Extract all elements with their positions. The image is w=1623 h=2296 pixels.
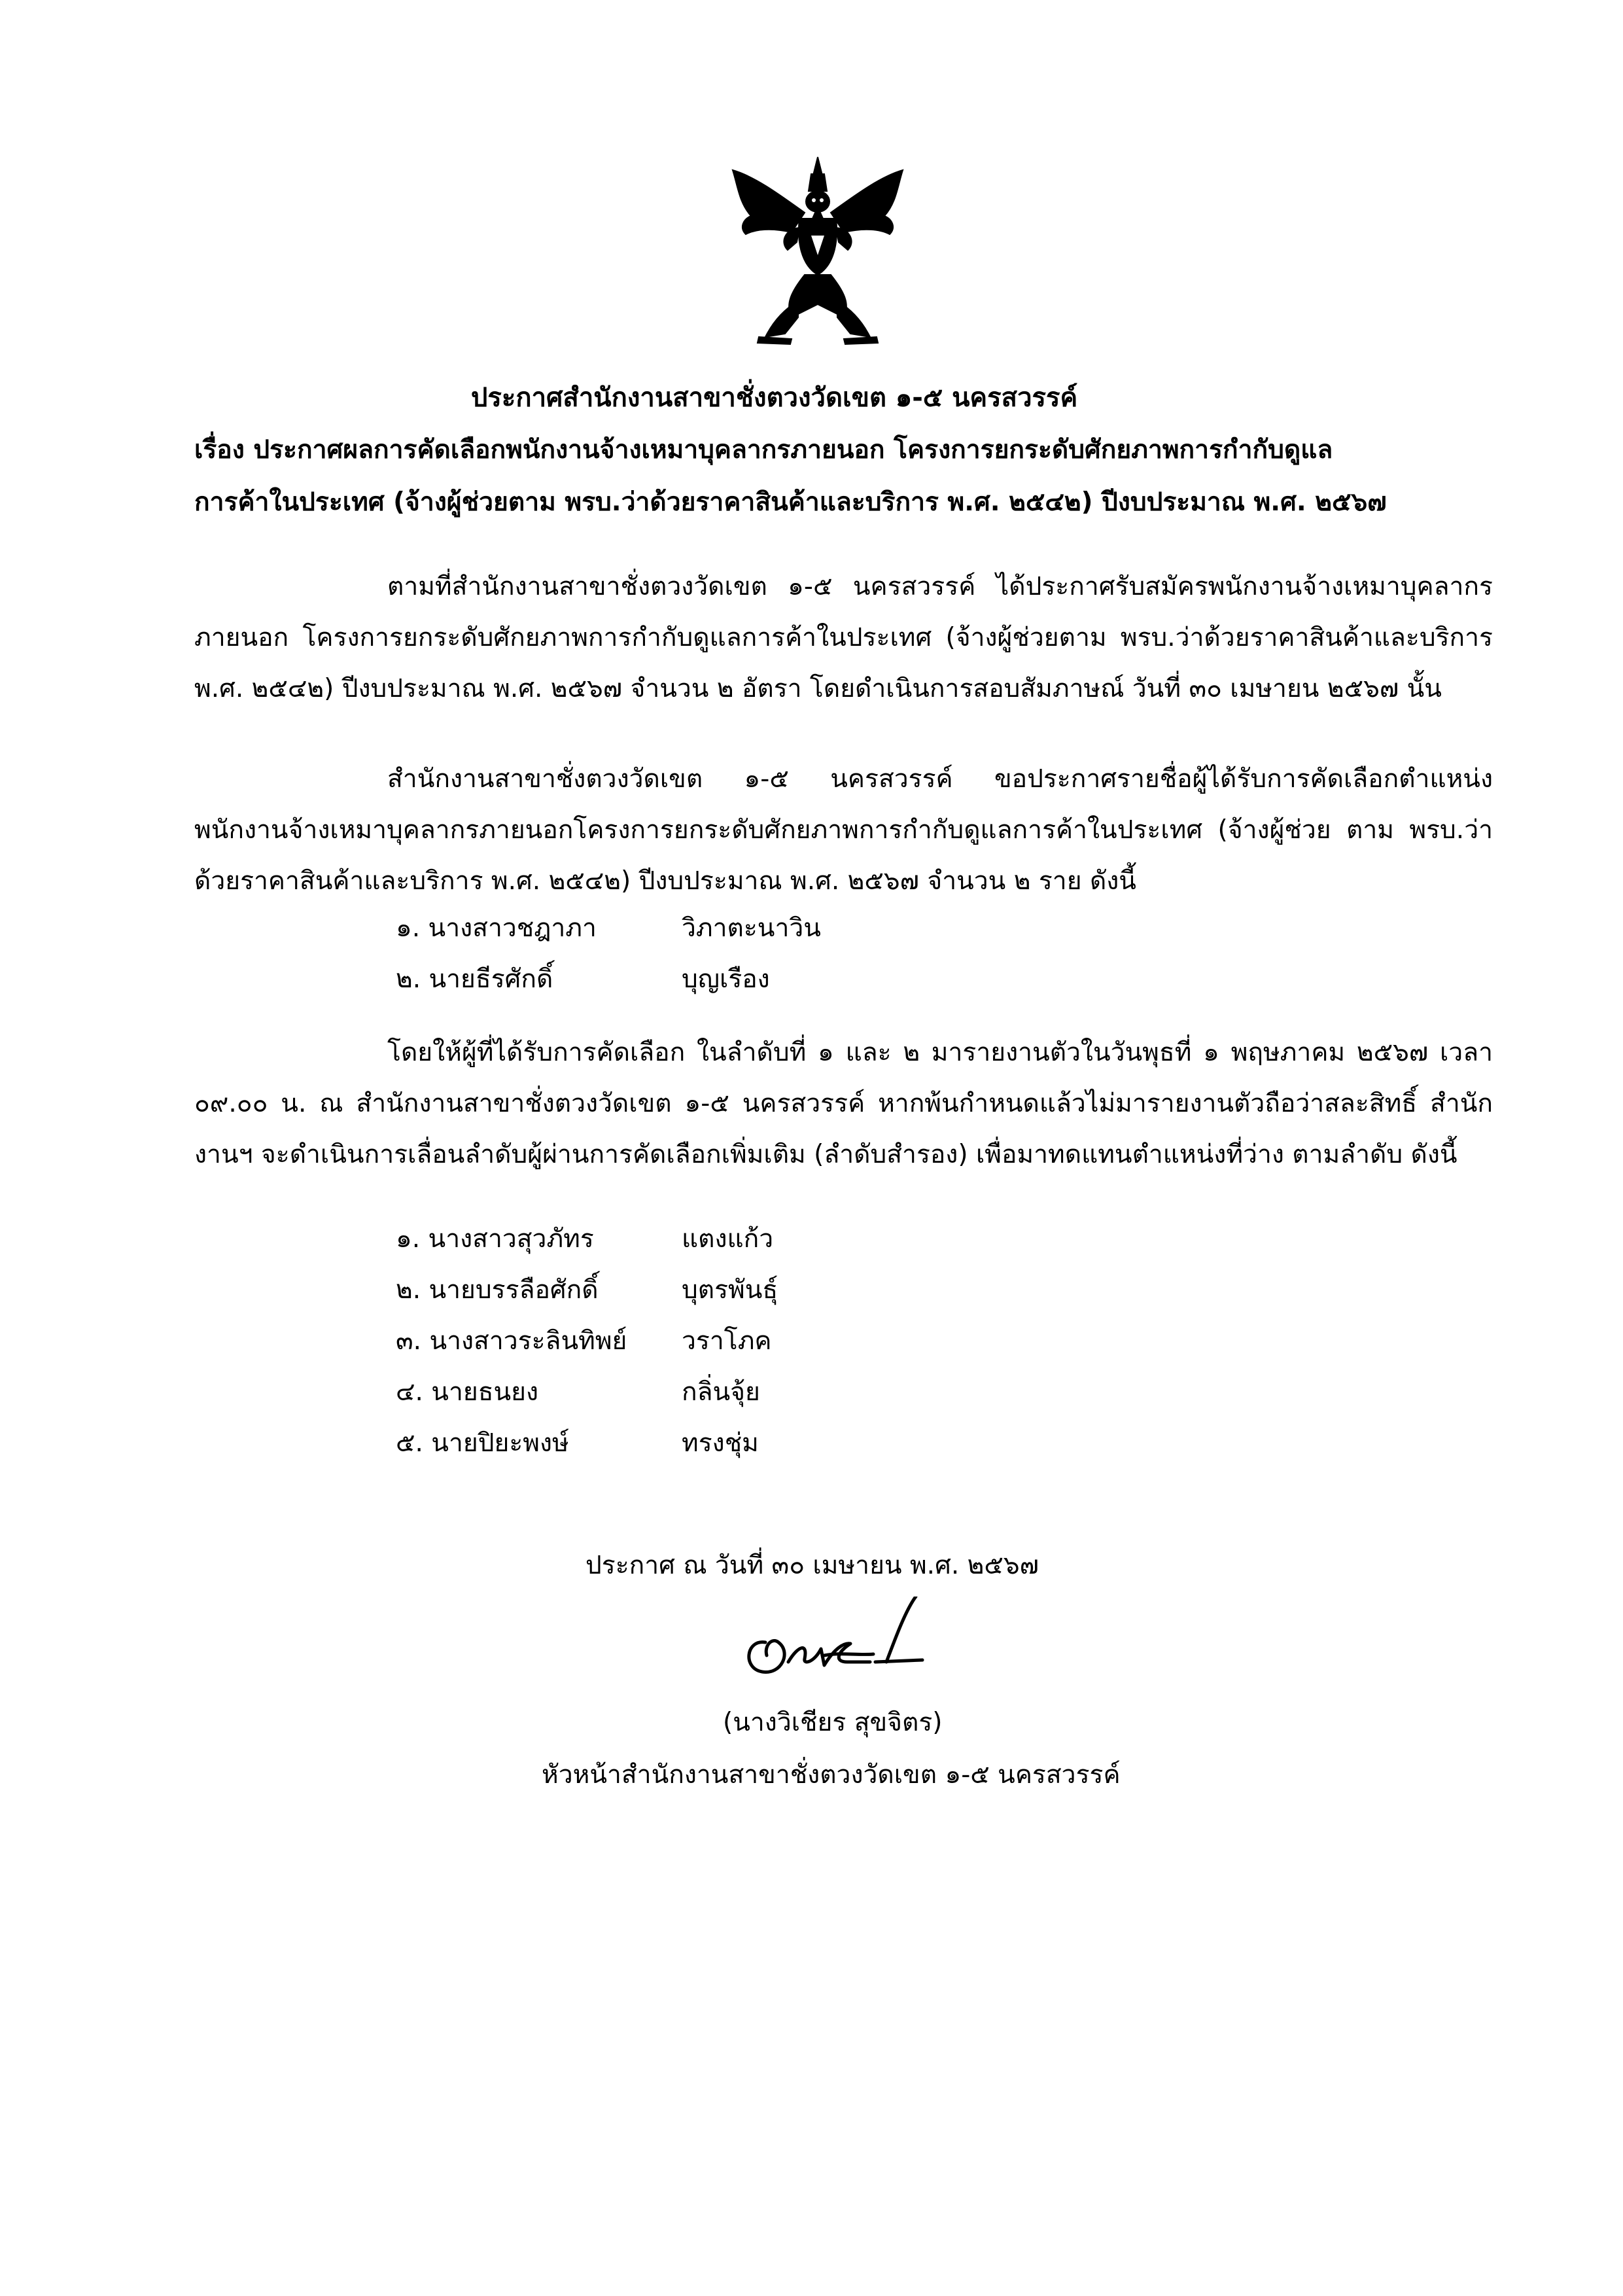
signer-position: หัวหน้าสำนักงานสาขาชั่งตวงวัดเขต ๑-๕ นครสวรรค์ <box>542 1760 1121 1790</box>
reserve-name: ๒. นายบรรลือศักดิ์ <box>396 1275 599 1305</box>
subject-line-2: การค้าในประเทศ (จ้างผู้ช่วยตาม พรบ.ว่าด้วยราคาสินค้าและบริการ พ.ศ. ๒๕๔๒) ปีงบประมาณ พ.ศ. ๒๕๖๗ <box>194 487 1387 517</box>
candidate-surname: วิภาตะนาวิน <box>682 913 821 943</box>
reserve-surname: บุตรพันธุ์ <box>682 1275 778 1305</box>
reserve-surname: ทรงชุ่ม <box>682 1428 759 1458</box>
paragraph-intro <box>194 561 1493 715</box>
reserve-surname: วราโภค <box>682 1326 772 1356</box>
paragraph-selected-text: สำนักงานสาขาชั่งตวงวัดเขต ๑-๕ นครสวรรค์ ขอประกาศรายชื่อผู้ได้รับการคัดเลือกตำแหน่ง พนักงานจ้างเหมาบุคลากรภายนอกโครงการยกระดับศักยภาพการกำกับดูแลการค้าในประเทศ (จ้างผู้ช่วย ตาม พรบ.ว่าด้วยราคาสินค้าและบริการ พ.ศ. ๒๕๔๒) ปีงบประมาณ พ.ศ. ๒๕๖๗ จำนวน ๒ ราย ดังนี้ <box>194 764 1493 896</box>
handwritten-signature-icon <box>726 1597 962 1695</box>
paragraph-selected <box>194 754 1493 907</box>
garuda-emblem-icon <box>720 150 916 347</box>
candidate-name: ๑. นางสาวชฎาภา <box>396 913 597 943</box>
announcement-title: ประกาศสำนักงานสาขาชั่งตวงวัดเขต ๑-๕ นครสวรรค์ <box>471 383 1078 413</box>
reserve-name: ๔. นายธนยง <box>396 1377 539 1407</box>
paragraph-intro-text: ตามที่สำนักงานสาขาชั่งตวงวัดเขต ๑-๕ นครสวรรค์ ได้ประกาศรับสมัครพนักงานจ้างเหมาบุคลากรภายนอก โครงการยกระดับศักยภาพการกำกับดูแลการค้าในประเทศ (จ้างผู้ช่วยตาม พรบ.ว่าด้วยราคาสินค้าและบริการ พ.ศ. ๒๕๔๒) ปีงบประมาณ พ.ศ. ๒๕๖๗ จำนวน ๒ อัตรา โดยดำเนินการสอบสัมภาษณ์ วันที่ ๓๐ เมษายน ๒๕๖๗ นั้น <box>194 572 1493 703</box>
announcement-date: ประกาศ ณ วันที่ ๓๐ เมษายน พ.ศ. ๒๕๖๗ <box>585 1551 1039 1580</box>
reserve-surname: กลิ่นจุ้ย <box>682 1377 760 1407</box>
candidate-name: ๒. นายธีรศักดิ์ <box>396 964 553 994</box>
reserve-name: ๑. นางสาวสุวภัทร <box>396 1224 594 1254</box>
reserve-name: ๓. นางสาวระลินทิพย์ <box>396 1326 627 1356</box>
signer-name: (นางวิเชียร สุขจิตร) <box>723 1708 943 1737</box>
subject-line-1: เรื่อง ประกาศผลการคัดเลือกพนักงานจ้างเหมาบุคลากรภายนอก โครงการยกระดับศักยภาพการกำกับดูแล <box>194 435 1333 465</box>
candidate-surname: บุญเรือง <box>682 964 770 994</box>
reserve-name: ๕. นายปิยะพงษ์ <box>396 1428 569 1458</box>
paragraph-report-text: โดยให้ผู้ที่ได้รับการคัดเลือก ในลำดับที่ ๑ และ ๒ มารายงานตัวในวันพุธที่ ๑ พฤษภาคม ๒๕๖๗ เวลา ๐๙.๐๐ น. ณ สำนักงานสาขาชั่งตวงวัดเขต ๑-๕ นครสวรรค์ หากพ้นกำหนดแล้วไม่มารายงานตัวถือว่าสละสิทธิ์ สำนักงานฯ จะดำเนินการเลื่อนลำดับผู้ผ่านการคัดเลือกเพิ่มเติม (ลำดับสำรอง) เพื่อมาทดแทนตำแหน่งที่ว่าง ตามลำดับ ดังนี้ <box>194 1038 1493 1169</box>
paragraph-report <box>194 1027 1493 1180</box>
reserve-surname: แตงแก้ว <box>682 1224 774 1254</box>
